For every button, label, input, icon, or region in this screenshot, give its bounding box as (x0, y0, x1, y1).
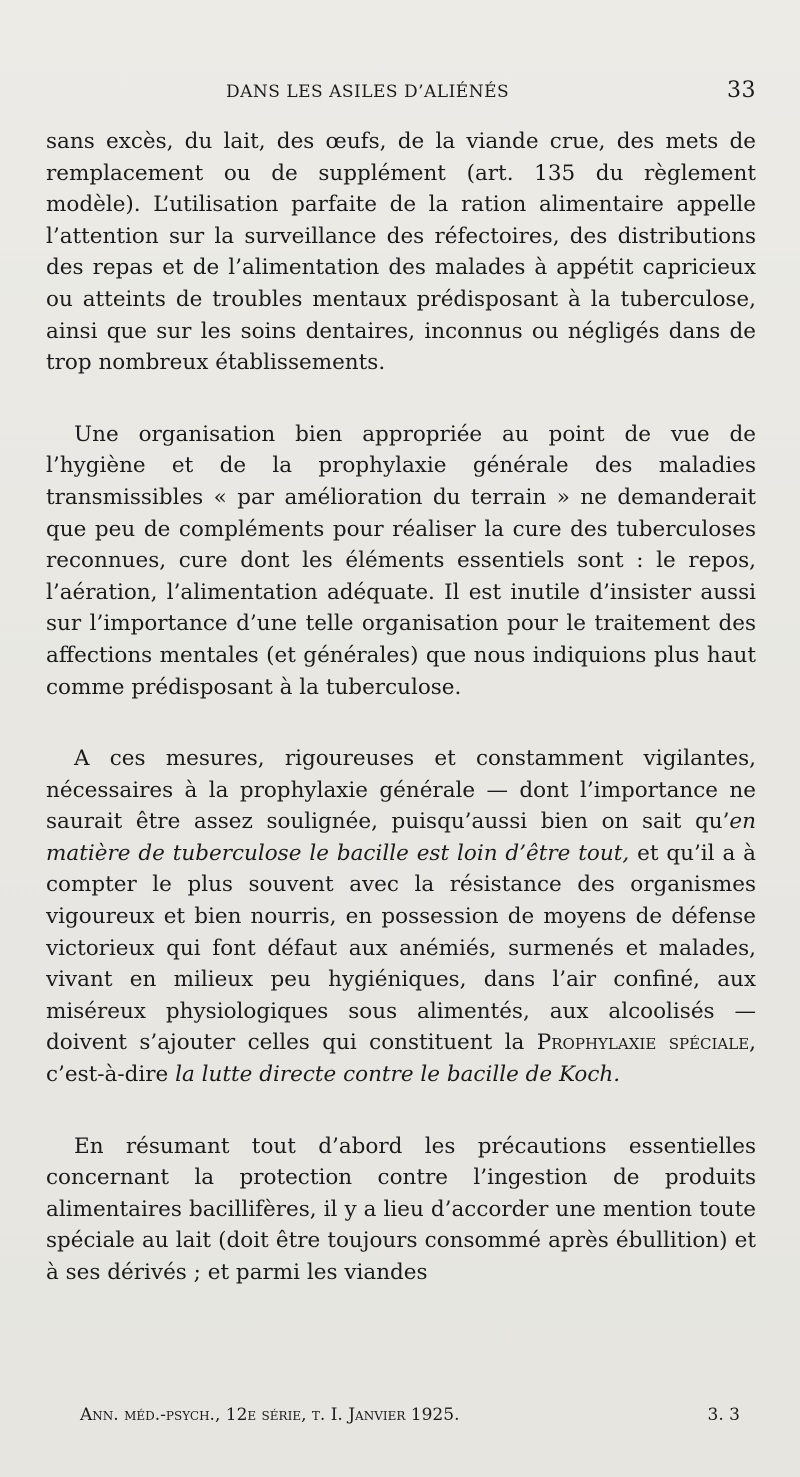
paragraph-3-italic-2: la lutte directe contre le bacille de Koch. (175, 1062, 621, 1088)
paragraph-3-text-a: A ces mesures, rigoureuses et constamment vigilantes, nécessaires à la prophylaxie générale — dont l’importance ne saurait être assez soulignée, puisqu’aussi bien on sait qu’ (46, 746, 756, 835)
running-header (46, 78, 756, 108)
footer (80, 1405, 740, 1425)
paragraph-3-text-c: c’est-à-dire (46, 1062, 176, 1088)
body-text (46, 126, 756, 1289)
paragraph-3-text-b: et qu’il a à compter le plus souvent avec la résistance des organismes vigoureux et bien nourris, en possession de moyens de défense victorieux qui font défaut aux anémiés, surmenés et malades, vivant en milieux peu hygiéniques, dans l’air confiné, aux miséreux physiologiques sous alimentés, aux alcoolisés — doivent s’ajouter celles qui constituent la (46, 840, 756, 1056)
paragraph-3 (46, 743, 756, 1091)
paragraph-3-small-caps: Prophylaxie spéciale, (536, 1030, 756, 1056)
paragraph-3-italic-1: en matière de tuberculose le bacille est loin d’être tout, (46, 809, 756, 866)
paragraph-2: Une organisation bien appropriée au point de vue de l’hygiène et de la prophylaxie générale des maladies transmissibles « par amélioration du terrain » ne demanderait que peu de compléments pour réaliser la cure des tuberculoses reconnues, cure dont les éléments essentiels sont : le repos, l’aération, l’alimentation adéquate. Il est inutile d’insister aussi sur l’importance d’une telle organisation pour le traitement des affections mentales (et générales) que nous indiquions plus haut comme prédisposant à la tuberculose. (46, 421, 756, 700)
paragraph-4: En résumant tout d’abord les précautions essentielles concernant la protection contre l’ingestion de produits alimentaires bacillifères, il y a lieu d’accorder une mention toute spéciale au lait (doit être toujours consommé après ébullition) et à ses dérivés ; et parmi les viandes (46, 1133, 756, 1285)
signature-mark: 3. 3 (707, 1405, 740, 1425)
paragraph-1: sans excès, du lait, des œufs, de la viande crue, des mets de remplacement ou de supplément (art. 135 du règlement modèle). L’utilisation parfaite de la ration alimentaire appelle l’attention sur la surveillance des réfectoires, des distributions des repas et de l’alimentation des malades à appétit capricieux ou atteints de troubles mentaux prédisposant à la tuberculose, ainsi que sur les soins dentaires, inconnus ou négligés dans de trop nombreux établissements. (46, 129, 756, 376)
running-title: DANS LES ASILES D’ALIÉNÉS (226, 82, 510, 102)
page-number: 33 (727, 78, 756, 103)
footer-citation: Ann. méd.-psych., 12e série, t. I. Janvier 1925. (80, 1405, 460, 1425)
